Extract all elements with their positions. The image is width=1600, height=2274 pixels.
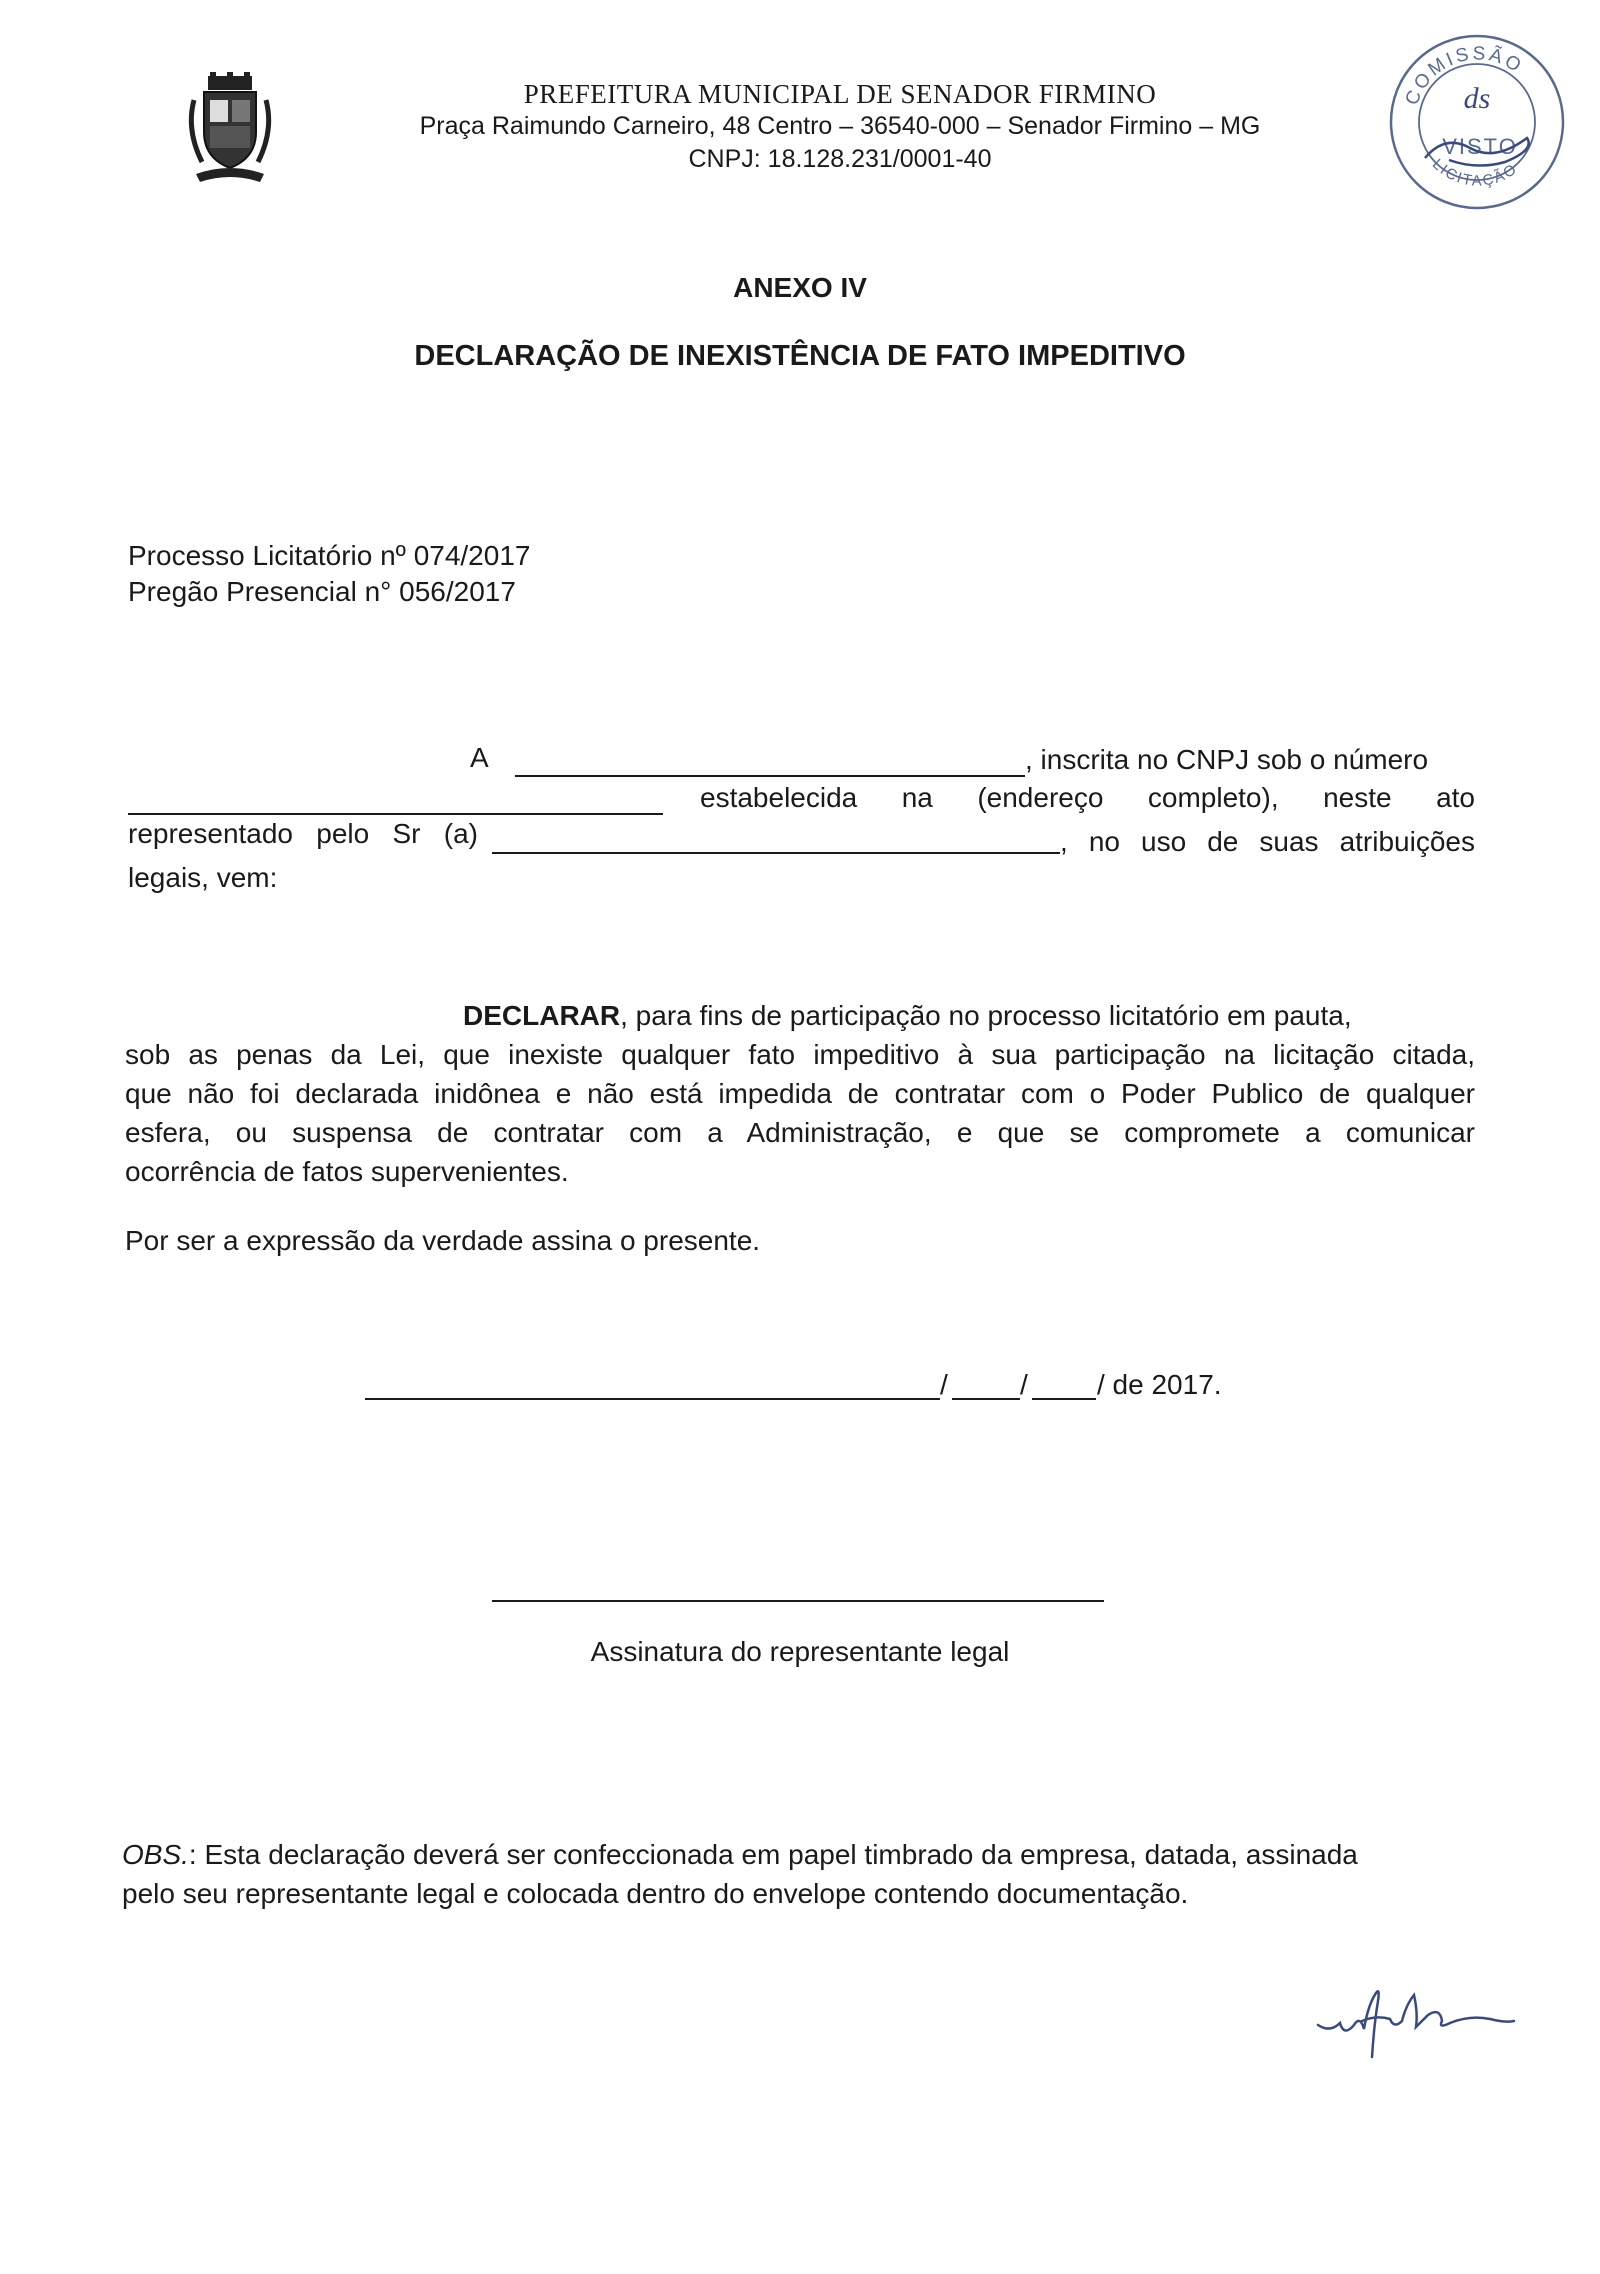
annex-heading: ANEXO IV — [733, 272, 867, 303]
signature-line — [492, 1600, 1104, 1602]
stamp-top-text: COMISSÃO — [1401, 43, 1528, 109]
declaration-line-4: esfera, ou suspensa de contratar com a Administração, e que se compromete a comunicar — [125, 1117, 1475, 1148]
process-number: Processo Licitatório nº 074/2017 — [128, 540, 531, 571]
observation-label: OBS. — [122, 1839, 189, 1870]
stamp-initials: ds — [1463, 82, 1491, 115]
observation-line-2: pelo seu representante legal e colocada dentro do envelope contendo documentação. — [122, 1878, 1189, 1909]
declaration-line-2: sob as penas da Lei, que inexiste qualquer fato impeditivo à sua participação na licitação citada, — [125, 1039, 1475, 1070]
signature-label: Assinatura do representante legal — [590, 1636, 1010, 1667]
date-slash-2: / — [1020, 1369, 1028, 1400]
declare-keyword: DECLARAR — [463, 1000, 621, 1031]
auction-number: Pregão Presencial n° 056/2017 — [128, 576, 516, 607]
prefix-a: A — [470, 742, 489, 773]
organization-cnpj: CNPJ: 18.128.231/0001-40 — [688, 145, 992, 173]
process-references — [128, 538, 530, 610]
company-name-blank — [515, 775, 1025, 777]
declaration-paragraph — [125, 996, 1475, 1191]
month-blank — [1032, 1398, 1096, 1400]
stamp-label: VISTO — [1442, 134, 1518, 159]
stamp-bottom-text: LICITAÇÃO — [1428, 155, 1522, 190]
organization-address: Praça Raimundo Carneiro, 48 Centro – 36540-000 – Senador Firmino – MG — [419, 112, 1261, 140]
document-title: DECLARAÇÃO DE INEXISTÊNCIA DE FATO IMPEDITIVO — [414, 340, 1186, 372]
observation-note — [122, 1835, 1477, 1913]
truth-statement: Por ser a expressão da verdade assina o presente. — [125, 1225, 761, 1256]
attributions-text: , no uso de suas atribuições — [1060, 826, 1475, 857]
handwritten-initials — [1310, 1985, 1520, 2065]
place-blank — [365, 1398, 940, 1400]
day-blank — [952, 1398, 1020, 1400]
observation-line-1: : Esta declaração deverá ser confeccionada em papel timbrado da empresa, datada, assinada — [188, 1839, 1358, 1870]
organization-name: PREFEITURA MUNICIPAL DE SENADOR FIRMINO — [523, 79, 1157, 109]
established-text: estabelecida na (endereço completo), neste ato — [700, 782, 1475, 813]
cnpj-number-blank — [128, 813, 663, 815]
legal-text: legais, vem: — [128, 862, 278, 893]
committee-stamp — [1385, 30, 1570, 215]
declaration-line-1: , para fins de participação no processo licitatório em pauta, — [620, 1000, 1352, 1031]
represented-text: representado pelo Sr (a) — [128, 818, 478, 849]
date-slash-1: / — [940, 1369, 948, 1400]
cnpj-text: , inscrita no CNPJ sob o número — [1025, 744, 1429, 775]
representative-name-blank — [492, 852, 1060, 854]
declaration-line-5: ocorrência de fatos supervenientes. — [125, 1156, 569, 1187]
municipal-crest-icon — [180, 70, 280, 190]
letterhead — [340, 78, 1340, 176]
date-year-suffix: / de 2017. — [1097, 1369, 1222, 1400]
declaration-line-3: que não foi declarada inidônea e não está impedida de contratar com o Poder Publico de qualquer — [125, 1078, 1475, 1109]
